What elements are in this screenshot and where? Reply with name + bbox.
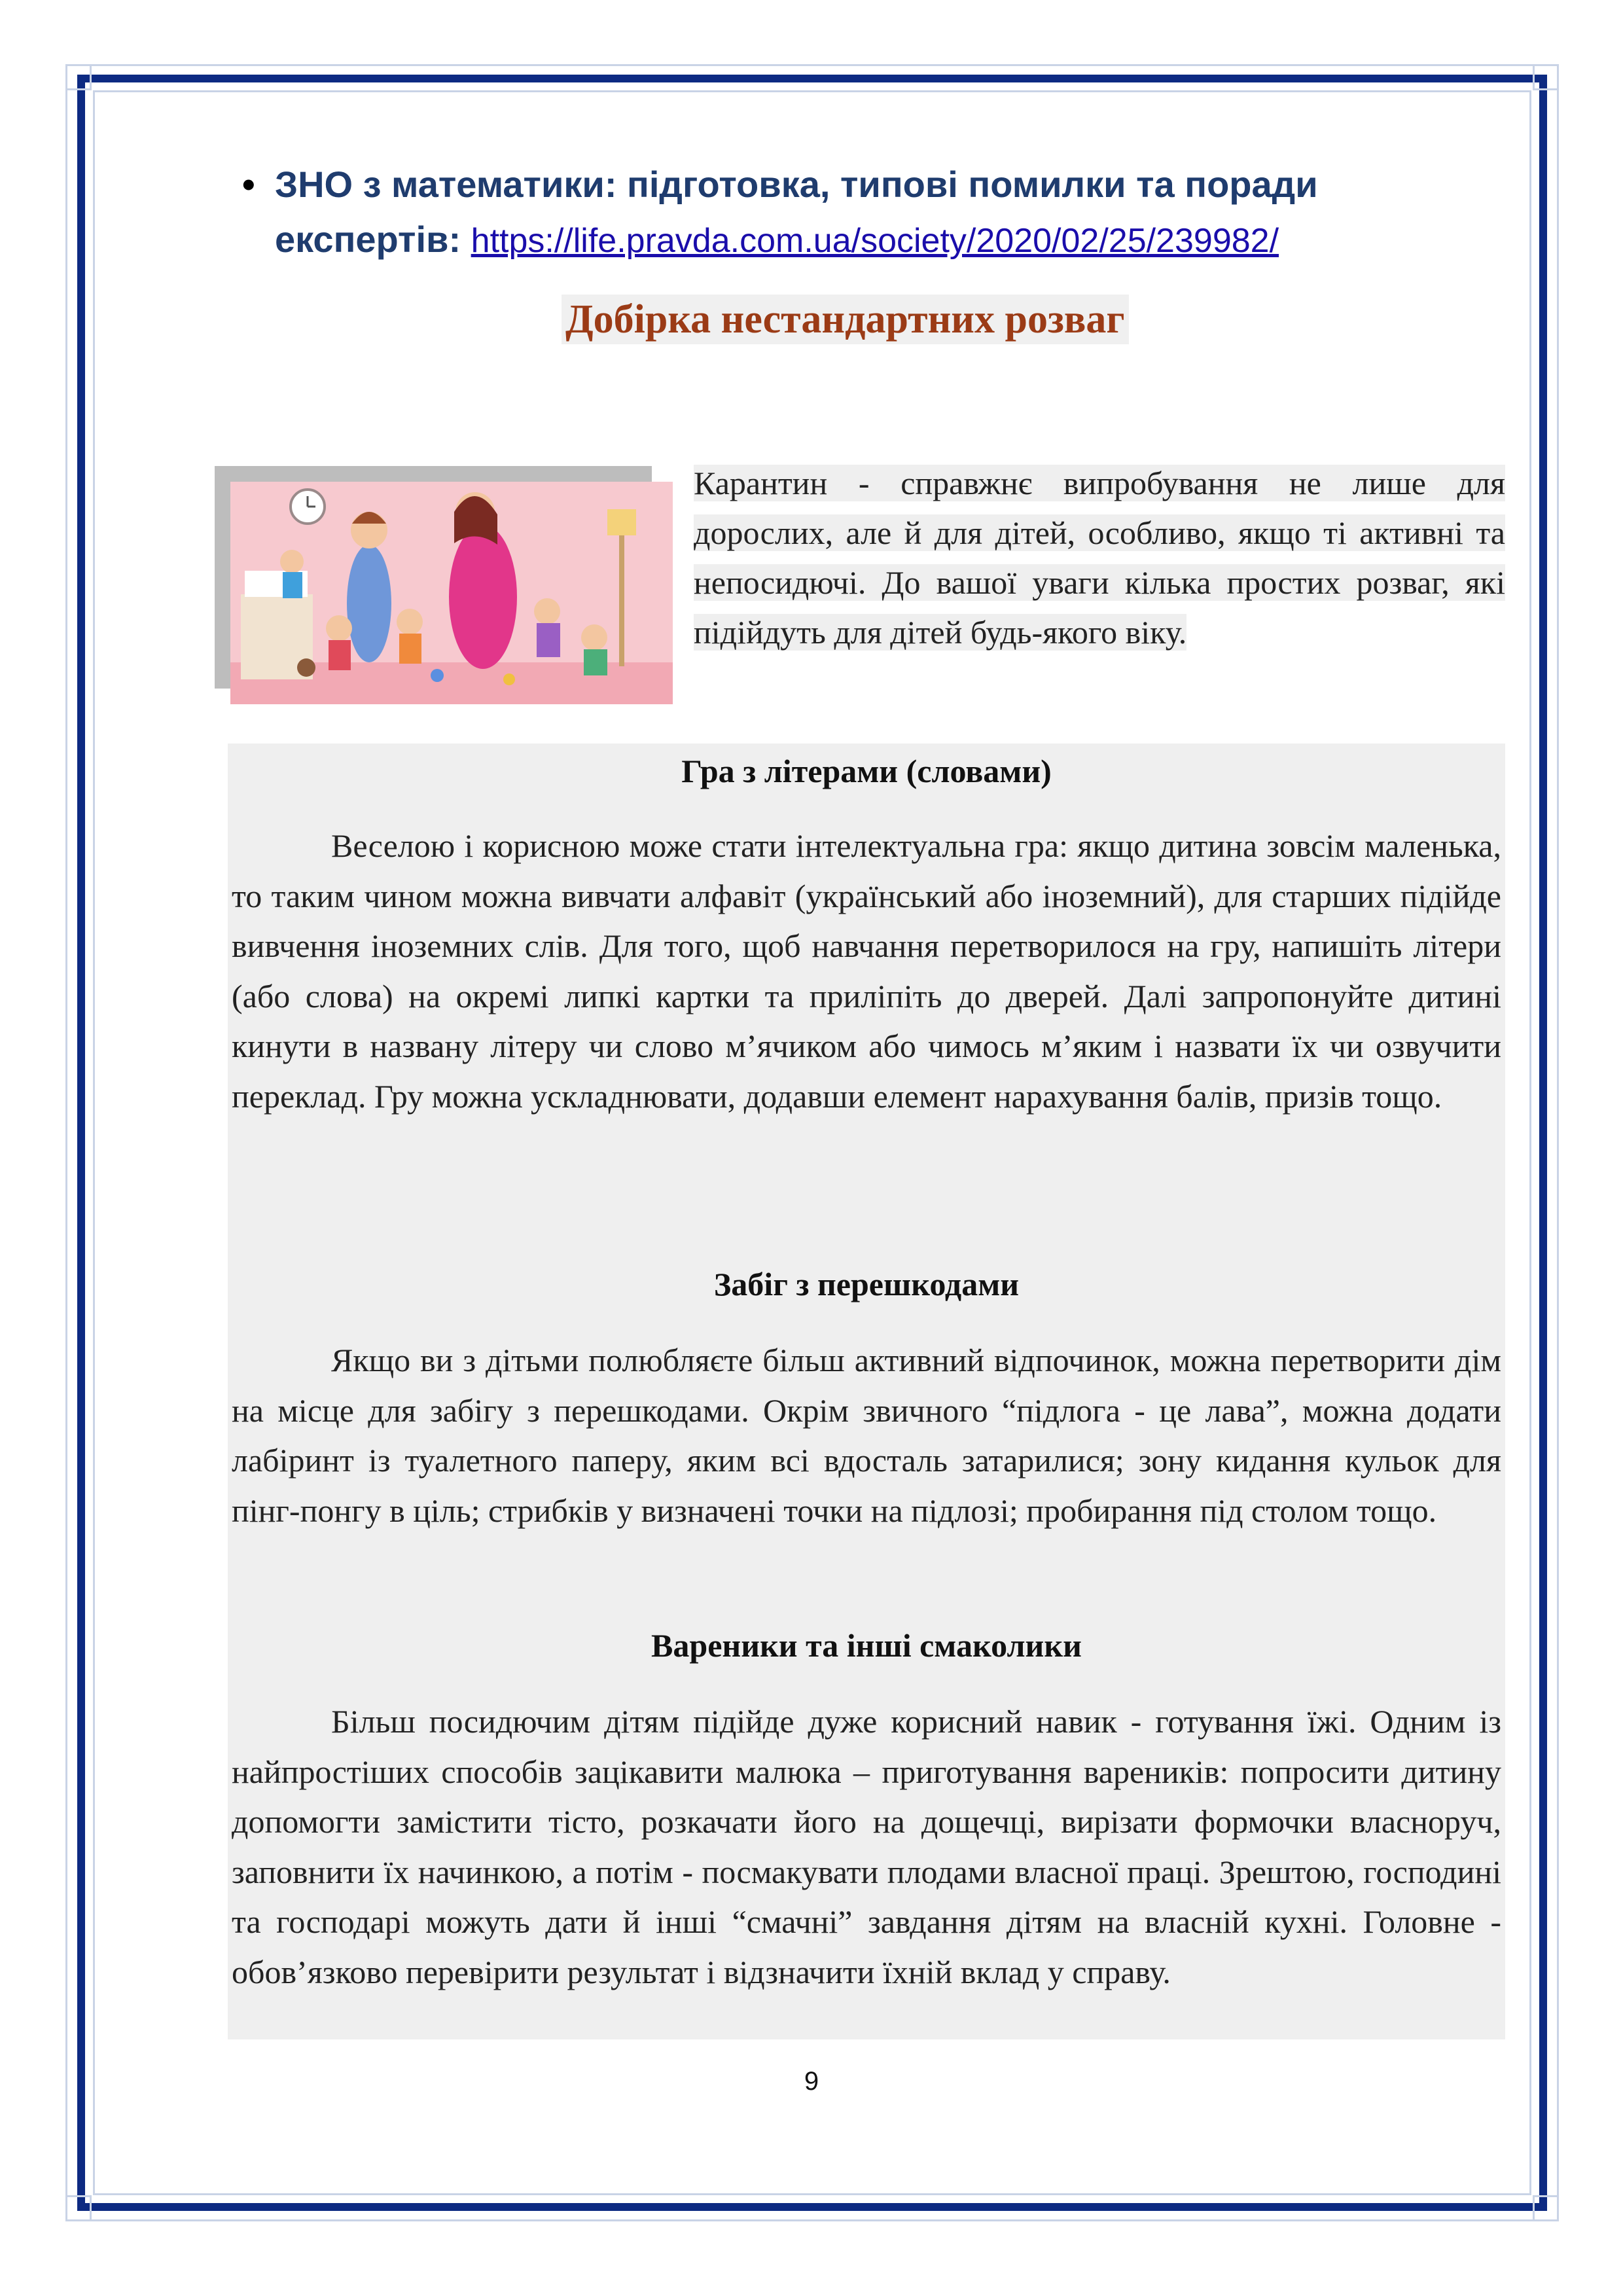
section-paragraph: Веселою і корисною може стати інтелектуальна гра: якщо дитина зовсім маленька, то таким чином можна вивчати алфавіт (український або іноземний), для старших підійде вивчення іноземних слів. Для того, щоб навчання перетворилося на гру, напишіть літери (або слова) на окремі липкі картки та приліпіть до дверей. Далі запропонуйте дитині кинути в названу літеру чи слово м’ячиком або чимось м’яким і назвати їх чи озвучити переклад. Гру можна ускладнювати, додавши елемент нарахування балів, призів тощо. xyxy=(232,827,1501,1115)
section-heading: Забіг з перешкодами xyxy=(713,1266,1020,1302)
frame-corner-ornament xyxy=(65,2195,92,2221)
frame-corner-ornament xyxy=(1533,64,1559,90)
section-title: Добірка нестандартних розваг xyxy=(562,295,1129,344)
resource-bullet xyxy=(242,157,1453,268)
resource-separator: : xyxy=(448,219,471,260)
bullet-icon: • xyxy=(242,164,255,205)
frame-corner-ornament xyxy=(1533,2195,1559,2221)
family-chaos-illustration xyxy=(215,466,673,704)
intro-paragraph xyxy=(694,458,1505,657)
page-number: 9 xyxy=(804,2067,819,2096)
section-paragraph: Якщо ви з дітьми полюбляєте більш активний відпочинок, можна перетворити дім на місце для забігу з перешкодами. Окрім звичного “підлога - це лава”, можна додати лабіринт із туалетного паперу, яким всі вдосталь затарилися; зону кидання кульок для пінг-понгу в ціль; стрибків у визначені точки на підлозі; пробирання під столом тощо. xyxy=(232,1342,1501,1529)
section-paragraph: Більш посидючим дітям підійде дуже корисний навик - готування їжі. Одним із найпростіших способів зацікавити малюка – приготування вареників: попросити дитину допомогти замістити тісто, розкачати його на дощечці, вирізати формочки власноруч, заповнити їх начинкою, а потім - посмакувати плодами власної праці. Зрештою, господині та господарі можуть дати й інші “смачні” завдання дітям на власній кухні. Головне - обов’язково перевірити результат і відзначити їхній вклад у справу. xyxy=(232,1703,1501,1990)
intro-text: Карантин - справжнє випробування не лише для дорослих, але й для дітей, особливо, якщо ті активні та непосидючі. До вашої уваги кілька простих розваг, які підійдуть для дітей будь-якого віку. xyxy=(694,465,1505,651)
section-heading: Гра з літерами (словами) xyxy=(681,753,1052,789)
resource-link[interactable]: https://life.pravda.com.ua/society/2020/02/25/239982/ xyxy=(471,222,1279,260)
resource-title: ЗНО з математики: підготовка, типові помилки та поради експертів xyxy=(275,164,1318,260)
section-heading: Вареники та інші смаколики xyxy=(651,1627,1082,1664)
frame-corner-ornament xyxy=(65,64,92,90)
